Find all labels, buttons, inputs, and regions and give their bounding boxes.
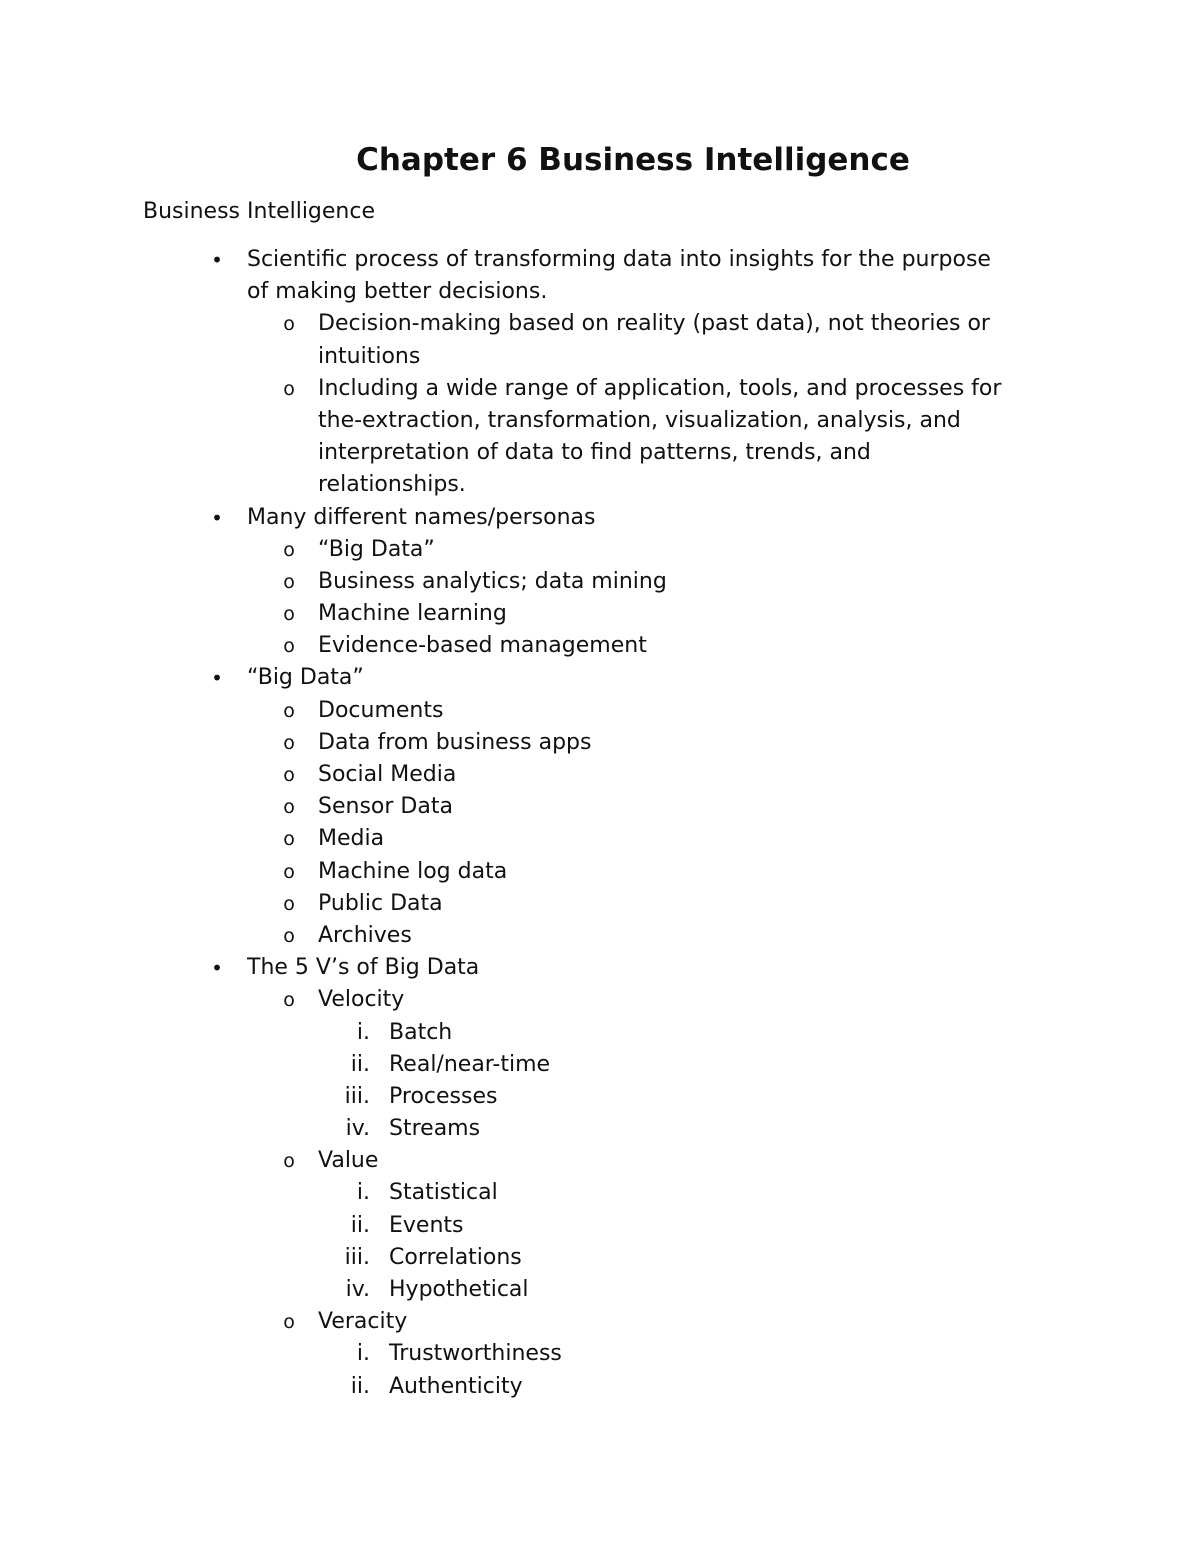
list-item-level-3 bbox=[0, 1210, 1200, 1242]
list-item-text: Statistical bbox=[389, 1180, 498, 1206]
sub-bullet-marker: o bbox=[283, 1150, 295, 1173]
list-item-level-2 bbox=[0, 566, 1200, 598]
list-item-continuation bbox=[0, 437, 1200, 469]
sub-bullet-marker: o bbox=[283, 924, 295, 947]
roman-numeral-marker: iii. bbox=[344, 1244, 370, 1270]
sub-bullet-marker: o bbox=[283, 892, 295, 915]
list-item-text: Sensor Data bbox=[318, 794, 453, 820]
roman-numeral-marker: ii. bbox=[350, 1051, 370, 1077]
list-item-level-2 bbox=[0, 984, 1200, 1016]
list-item-text: Evidence-based management bbox=[318, 633, 647, 659]
list-item-level-1 bbox=[0, 244, 1200, 276]
bullet-marker: • bbox=[211, 505, 223, 530]
list-item-text: “Big Data” bbox=[247, 665, 364, 691]
roman-numeral-marker: iv. bbox=[345, 1277, 370, 1302]
sub-bullet-marker: o bbox=[283, 764, 295, 786]
list-item-text: the-extraction, transformation, visualization, analysis, and bbox=[318, 407, 961, 433]
list-item-text: Correlations bbox=[389, 1244, 522, 1270]
list-item-level-3 bbox=[0, 1017, 1200, 1049]
list-item-level-1 bbox=[0, 502, 1200, 534]
list-item-continuation bbox=[0, 469, 1200, 501]
list-item-text: Data from business apps bbox=[318, 729, 592, 755]
sub-bullet-marker: o bbox=[283, 313, 295, 336]
sub-bullet-marker: o bbox=[283, 828, 295, 851]
list-item-text: Value bbox=[318, 1148, 379, 1174]
list-item-level-2 bbox=[0, 727, 1200, 759]
list-item-text: Decision-making based on reality (past data), not theories or bbox=[318, 311, 990, 337]
list-item-text: Processes bbox=[389, 1083, 498, 1109]
section-heading: Business Intelligence bbox=[143, 199, 376, 224]
list-item-text: Machine log data bbox=[318, 858, 508, 884]
list-item-text: “Big Data” bbox=[318, 536, 435, 562]
page-title: Chapter 6 Business Intelligence bbox=[356, 142, 910, 178]
list-item-level-2 bbox=[0, 598, 1200, 630]
list-item-level-3 bbox=[0, 1338, 1200, 1370]
sub-bullet-marker: o bbox=[283, 377, 295, 400]
list-item-continuation bbox=[0, 276, 1200, 308]
list-item-level-3 bbox=[0, 1177, 1200, 1209]
list-item-level-2 bbox=[0, 1145, 1200, 1177]
list-item-level-2 bbox=[0, 823, 1200, 855]
list-item-text: Social Media bbox=[318, 762, 457, 787]
list-item-level-1 bbox=[0, 662, 1200, 694]
list-item-level-2 bbox=[0, 791, 1200, 823]
outline-list bbox=[0, 244, 1200, 1403]
list-item-text: Machine learning bbox=[318, 601, 507, 627]
list-item-level-2 bbox=[0, 920, 1200, 952]
sub-bullet-marker: o bbox=[283, 635, 295, 658]
list-item-text: relationships. bbox=[318, 472, 466, 498]
roman-numeral-marker: iii. bbox=[344, 1083, 370, 1109]
list-item-level-2 bbox=[0, 888, 1200, 920]
bullet-marker: • bbox=[211, 248, 223, 272]
roman-numeral-marker: ii. bbox=[350, 1373, 370, 1399]
list-item-text: Authenticity bbox=[389, 1373, 523, 1399]
list-item-text: Real/near-time bbox=[389, 1051, 551, 1077]
roman-numeral-marker: i. bbox=[356, 1019, 370, 1045]
list-item-text: Documents bbox=[318, 697, 444, 723]
sub-bullet-marker: o bbox=[283, 796, 295, 819]
sub-bullet-marker: o bbox=[283, 538, 295, 561]
list-item-level-3 bbox=[0, 1081, 1200, 1113]
list-item-text: Batch bbox=[389, 1019, 453, 1045]
sub-bullet-marker: o bbox=[283, 860, 295, 883]
roman-numeral-marker: i. bbox=[356, 1180, 370, 1206]
list-item-text: Velocity bbox=[318, 987, 405, 1013]
list-item-continuation bbox=[0, 341, 1200, 373]
list-item-level-2 bbox=[0, 695, 1200, 727]
list-item-text: Including a wide range of application, tools, and processes for bbox=[318, 375, 1002, 401]
sub-bullet-marker: o bbox=[283, 989, 295, 1012]
roman-numeral-marker: i. bbox=[356, 1341, 370, 1367]
list-item-level-2 bbox=[0, 308, 1200, 340]
list-item-level-2 bbox=[0, 630, 1200, 662]
roman-numeral-marker: iv. bbox=[345, 1116, 370, 1142]
sub-bullet-marker: o bbox=[283, 570, 295, 593]
sub-bullet-marker: o bbox=[283, 731, 295, 754]
list-item-text: Business analytics; data mining bbox=[318, 568, 667, 594]
list-item-text: intuitions bbox=[318, 343, 421, 369]
roman-numeral-marker: ii. bbox=[350, 1212, 370, 1238]
list-item-level-2 bbox=[0, 856, 1200, 888]
list-item-text: Events bbox=[389, 1212, 464, 1238]
sub-bullet-marker: o bbox=[283, 699, 295, 722]
list-item-text: Media bbox=[318, 826, 385, 852]
list-item-level-1 bbox=[0, 952, 1200, 984]
list-item-text: The 5 V’s of Big Data bbox=[247, 955, 480, 981]
list-item-text: Trustworthiness bbox=[389, 1341, 562, 1367]
list-item-level-3 bbox=[0, 1371, 1200, 1403]
list-item-text: interpretation of data to find patterns, trends, and bbox=[318, 440, 871, 466]
list-item-level-3 bbox=[0, 1049, 1200, 1081]
sub-bullet-marker: o bbox=[283, 1311, 295, 1334]
list-item-level-2 bbox=[0, 1306, 1200, 1338]
sub-bullet-marker: o bbox=[283, 603, 295, 626]
bullet-marker: • bbox=[211, 956, 223, 981]
list-item-level-3 bbox=[0, 1274, 1200, 1306]
list-item-text: Scientific process of transforming data into insights for the purpose bbox=[247, 247, 991, 272]
list-item-level-2 bbox=[0, 534, 1200, 566]
list-item-text: Public Data bbox=[318, 890, 443, 916]
list-item-continuation bbox=[0, 405, 1200, 437]
list-item-level-3 bbox=[0, 1242, 1200, 1274]
list-item-text: Hypothetical bbox=[389, 1277, 529, 1302]
list-item-level-2 bbox=[0, 759, 1200, 791]
list-item-text: Archives bbox=[318, 922, 412, 948]
list-item-text: of making better decisions. bbox=[247, 279, 548, 305]
list-item-level-2 bbox=[0, 373, 1200, 405]
list-item-level-3 bbox=[0, 1113, 1200, 1145]
list-item-text: Veracity bbox=[318, 1309, 408, 1335]
bullet-marker: • bbox=[211, 666, 223, 691]
list-item-text: Streams bbox=[389, 1116, 481, 1142]
list-item-text: Many different names/personas bbox=[247, 504, 596, 530]
